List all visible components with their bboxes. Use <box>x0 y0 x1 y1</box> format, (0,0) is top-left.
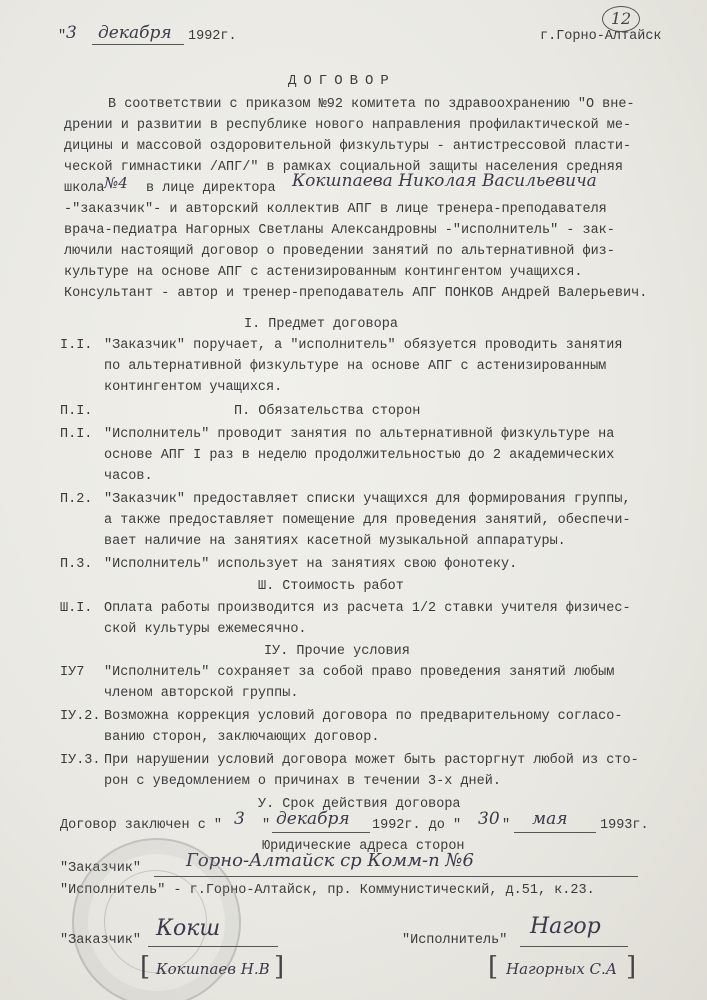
term-end-day-handwritten: 30 <box>478 809 500 829</box>
date-underline <box>92 44 184 45</box>
term-quote-1: " <box>262 818 271 833</box>
preamble-line-6: -"заказчик"- и авторский коллектив АПГ в лице тренера-преподавателя <box>64 202 607 217</box>
preamble-line-10: Консультант - автор и тренер-преподаватель АПГ ПОНКОВ Андрей Валерьевич. <box>64 286 648 301</box>
clause-3-1-line-1: Оплата работы производится из расчета 1/2 ставки учителя физичес- <box>104 601 631 616</box>
term-start-underline <box>272 832 370 833</box>
term-start-day-handwritten: 3 <box>234 809 245 829</box>
preamble-line-2: дрении и развитии в республике нового направления профилактической ме- <box>64 118 632 133</box>
clause-4-1-number: IУ7 <box>60 665 85 680</box>
clause-3-1-number: Ш.I. <box>60 601 93 616</box>
clause-2-2-line-3: вает наличие на занятиях касетной музыкальной аппаратуры. <box>104 534 566 549</box>
term-year-2: 1993г. <box>600 818 649 833</box>
preamble-line-8: лючили настоящий договор о проведении занятий по альтернативной физ- <box>64 244 615 259</box>
clause-4-2-number: IУ.2. <box>60 709 101 724</box>
section-4-heading: IУ. Прочие условия <box>264 644 410 659</box>
section-2-heading-number: П.I. <box>60 404 93 419</box>
customer-signature-handwritten: Кокш <box>156 916 221 941</box>
customer-signature-label: "Заказчик" <box>60 933 142 948</box>
date-day-handwritten: 3 <box>66 23 77 43</box>
date-year: 1992г. <box>188 29 237 44</box>
executor-name-bracket-open: [ <box>488 952 499 982</box>
section-1-line-1: "Заказчик" поручает, а "исполнитель" обязуется проводить занятия <box>104 338 623 353</box>
section-1-line-3: контингентом учащихся. <box>104 380 283 395</box>
clause-2-1-line-3: часов. <box>104 469 153 484</box>
preamble-line-1: В соответствии с приказом №92 комитета по здравоохранению "О вне- <box>108 97 635 112</box>
customer-address-label: "Заказчик" <box>60 861 142 876</box>
preamble-school: школа <box>64 181 105 196</box>
clause-2-2-line-2: а также предоставляет помещение для проведения занятий, обеспечи- <box>104 513 631 528</box>
preamble-line-3: дицины и массовой оздоровительной физкультуры - антистрессовой пласти- <box>64 139 632 154</box>
section-2-heading: П. Обязательства сторон <box>234 404 421 419</box>
clause-2-2-line-1: "Заказчик" предоставляет списки учащихся для формирования группы, <box>104 492 631 507</box>
clause-4-1-line-1: "Исполнитель" сохраняет за собой право проведения занятий любым <box>104 665 615 680</box>
date-month-handwritten: декабря <box>98 23 172 43</box>
section-1-number: I.I. <box>60 338 93 353</box>
addresses-heading: Юридические адреса сторон <box>262 839 465 854</box>
clause-2-1-line-2: основе АПГ I раз в неделю продолжительностью до 2 академических <box>104 448 615 463</box>
clause-2-3-number: П.3. <box>60 557 93 572</box>
customer-name-bracket-open: [ <box>140 952 151 982</box>
term-quote-2: " <box>502 818 511 833</box>
section-1-heading: I. Предмет договора <box>244 317 398 332</box>
clause-4-2-line-2: ванию сторон, заключающих договор. <box>104 730 380 745</box>
clause-4-3-line-2: рон с уведомлением о причинах в течении 3-х дней. <box>104 774 501 789</box>
term-prefix: Договор заключен с " <box>60 818 223 833</box>
page-number: 12 <box>602 6 640 32</box>
clause-4-3-line-1: При нарушении условий договора может быть расторгнут любой из сто- <box>104 753 639 768</box>
preamble-director: в лице директора <box>146 181 276 196</box>
customer-signature-line <box>148 946 278 947</box>
term-end-month-handwritten: мая <box>532 809 568 829</box>
clause-2-1-number: П.I. <box>60 427 93 442</box>
executor-signature-label: "Исполнитель" <box>402 933 508 948</box>
school-number-handwritten: №4 <box>104 174 128 192</box>
term-start-month-handwritten: декабря <box>276 809 350 829</box>
director-name-handwritten: Кокшпаева Николая Васильевича <box>292 171 597 191</box>
document-title: ДОГОВОР <box>288 73 396 89</box>
city: г.Горно-Алтайск <box>540 29 662 44</box>
section-3-heading: Ш. Стоимость работ <box>258 579 404 594</box>
executor-address-line: "Исполнитель" - г.Горно-Алтайск, пр. Коммунистический, д.51, к.23. <box>60 883 595 898</box>
customer-name-handwritten: Кокшпаев Н.В <box>156 960 270 978</box>
clause-2-3-line-1: "Исполнитель" использует на занятиях свою фонотеку. <box>104 557 518 572</box>
preamble-line-4: ческой гимнастики /АПГ/" в рамках социальной защиты населения средняя <box>64 160 623 175</box>
clause-2-1-line-1: "Исполнитель" проводит занятия по альтернативной физкультуре на <box>104 427 615 442</box>
preamble-line-9: культуре на основе АПГ с астенизированным контингентом учащихся. <box>64 265 583 280</box>
date-open-quote: " <box>58 29 67 44</box>
clause-4-2-line-1: Возможна коррекция условий договора по предварительному согласо- <box>104 709 623 724</box>
clause-4-3-number: IУ.3. <box>60 753 101 768</box>
preamble-line-7: врача-педиатра Нагорных Светланы Александровны -"исполнитель" - зак- <box>64 223 615 238</box>
term-year-1: 1992г. до " <box>372 818 462 833</box>
term-end-underline <box>514 832 596 833</box>
section-1-line-2: по альтернативной физкультуре на основе АПГ с астенизированным <box>104 359 607 374</box>
clause-4-1-line-2: членом авторской группы. <box>104 686 299 701</box>
clause-3-1-line-2: ской культуры ежемесячно. <box>104 622 307 637</box>
customer-address-handwritten: Горно-Алтайск ср Комм-п №6 <box>186 850 474 871</box>
customer-name-bracket-close: ] <box>274 952 285 982</box>
executor-signature-handwritten: Нагор <box>530 914 601 939</box>
clause-2-2-number: П.2. <box>60 492 93 507</box>
executor-name-bracket-close: ] <box>626 952 637 982</box>
executor-signature-line <box>520 946 628 947</box>
section-5-heading: У. Срок действия договора <box>258 797 461 812</box>
executor-name-handwritten: Нагорных С.А <box>506 960 618 978</box>
